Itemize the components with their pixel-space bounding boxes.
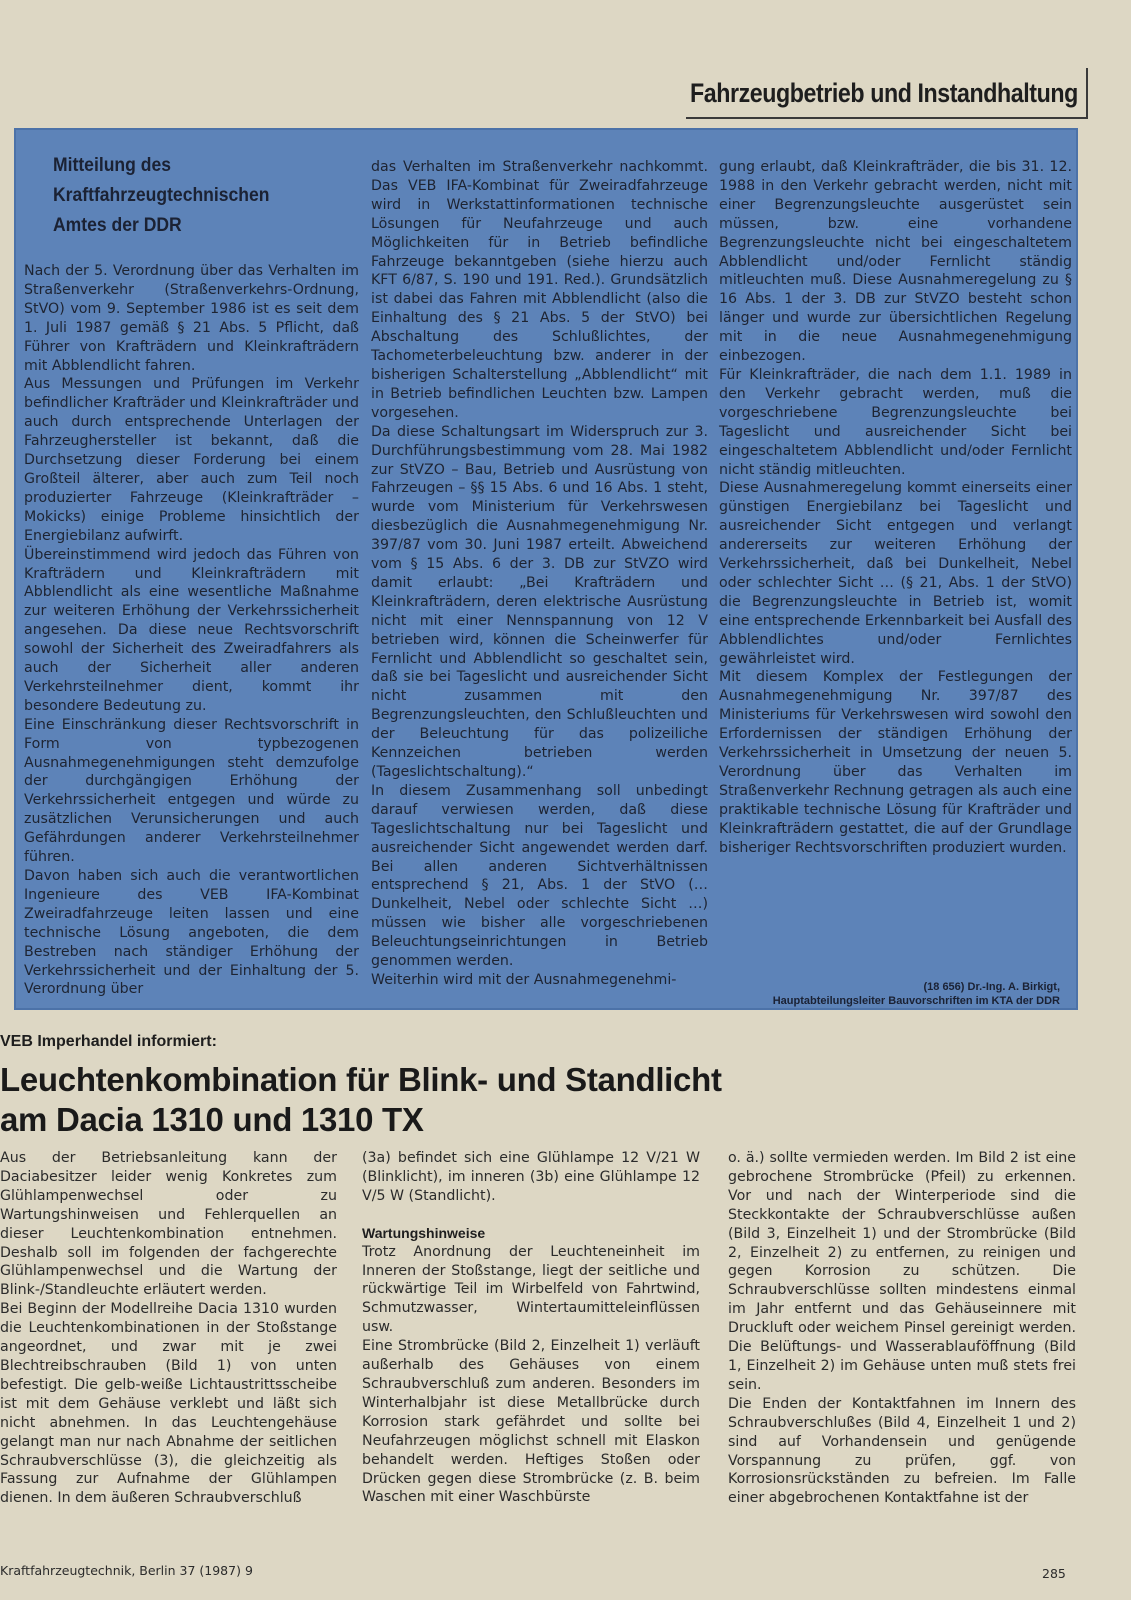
article-column-2 (362, 1149, 700, 1507)
paragraph: In diesem Zusammenhang soll unbedingt darauf verwiesen werden, daß diese Tageslichtschaltung nur bei Tageslicht und ausreichender Sicht angewendet werden darf. Bei allen anderen Sichtverhältnissen entsprechend § 21, Abs. 1 der StVO (… Dunkelheit, Nebel oder schlechte Sicht …) müssen wie bisher alle vorgeschriebenen Beleuchtungseinrichtungen in Betrieb genommen werden. (371, 782, 708, 970)
paragraph: Nach der 5. Verordnung über das Verhalten im Straßenverkehr (Straßenverkehrs-Ordnung, StVO) vom 9. September 1986 ist es seit dem 1. Juli 1987 gemäß § 21 Abs. 5 Pflicht, daß Führer von Krafträdern und Kleinkrafträdern mit Abblendlicht fahren. (24, 263, 359, 374)
paragraph: Trotz Anordnung der Leuchteneinheit im Inneren der Stoßstange, liegt der seitliche und rückwärtige Teil im Wirbelfeld von Fahrtwind, Schmutzwasser, Wintertaumitteleinflüssen usw. (362, 1243, 700, 1336)
notice-column-1 (24, 262, 359, 999)
paragraph: Diese Ausnahmeregelung kommt einerseits einer günstigen Energiebilanz bei Tageslicht und ausreichender Sicht entgegen und verlangt andererseits zur weiteren Erhöhung der Verkehrssicherheit, daß bei Dunkelheit, Nebel oder schlechter Sicht … (§ 21, Abs. 1 der StVO) die Begrenzungsleuchte in Betrieb ist, womit eine entsprechende Erkennbarkeit bei Ausfall des Abblendlichtes und/oder Fernlichtes gewährleistet wird. (719, 480, 1072, 667)
header-rule-vertical (1086, 68, 1088, 118)
headline-line: am Dacia 1310 und 1310 TX (0, 1101, 424, 1138)
headline-line: Leuchtenkombination für Blink- und Standlicht (0, 1061, 722, 1098)
article-kicker: VEB Imperhandel informiert: (0, 1033, 217, 1050)
paragraph: o. ä.) sollte vermieden werden. Im Bild 2 ist eine gebrochene Strombrücke (Pfeil) zu erkennen. Vor und nach der Winterperiode sind die Steckkontakte der Schraubverschlüsse außen (Bild 3, Einzelheit 1) und der Strombrücke (Bild 2, Einzelheit 2) zu entfernen, zu reinigen und gegen Korrosion zu schützen. Die Schraubverschlüsse sollten mindestens einmal im Jahr entfernt und das Gehäuseinnere mit Druckluft oder weichem Pinsel gereinigt werden. Die Belüftungs- und Wasserablauföffnung (Bild 1, Einzelheit 2) im Gehäuse unten muß stets frei sein. (728, 1150, 1076, 1393)
notice-title-line: Amtes der DDR (53, 214, 182, 236)
notice-title (53, 150, 287, 240)
signature-line: (18 656) Dr.-Ing. A. Birkigt, (923, 981, 1060, 993)
paragraph: Die Enden der Kontaktfahnen im Innern des Schraubverschlußes (Bild 4, Einzelheit 1 und 2) sind auf Vorhandensein und genügende Vorspannung zu prüfen, ggf. von Korrosionsrückständen zu befreien. Im Falle einer abgebrochenen Kontaktfahne ist der (728, 1395, 1076, 1507)
signature (700, 980, 1060, 1008)
paragraph: Davon haben sich auch die verantwortlichen Ingenieure des VEB IFA-Kombinat Zweiradfahrzeuge leiten lassen und eine technische Lösung angeboten, die dem Bestreben nach ständiger Erhöhung der Verkehrssicherheit und der Einhaltung der 5. Verordnung über (24, 868, 359, 998)
article-headline (0, 1060, 1100, 1140)
header-rule (686, 117, 1088, 119)
notice-column-3 (719, 158, 1072, 858)
paragraph: Weiterhin wird mit der Ausnahmegenehmi- (371, 971, 677, 988)
paragraph: das Verhalten im Straßenverkehr nachkommt. Das VEB IFA-Kombinat für Zweiradfahrzeuge wird in Werkstattinformationen technische Lösungen für Neufahrzeuge und auch Möglichkeiten für in Betrieb befindliche Fahrzeuge bekanntgeben (siehe hierzu auch KFT 6/87, S. 190 und 191. Red.). Grundsätzlich ist dabei das Fahren mit Abblendlicht (also die Einhaltung des § 21 Abs. 5 der StVO) bei Abschaltung des Schlußlichtes, der Tachometerbeleuchtung bzw. anderer in der bisherigen Schalterstellung „Abblendlicht“ mit in Betrieb befindlichen Leuchten bzw. Lampen vorgesehen. (371, 159, 708, 421)
notice-title-line: Mitteilung des (53, 154, 171, 176)
paragraph: Für Kleinkrafträder, die nach dem 1.1. 1989 in den Verkehr gebracht werden, muß die vorgeschriebene Begrenzungsleuchte bei Tageslicht und ausreichender Sicht bei eingeschaltetem Abblendlicht und/oder Fernlicht nicht ständig mitleuchten. (719, 366, 1072, 478)
paragraph: Aus Messungen und Prüfungen im Verkehr befindlicher Krafträder und Kleinkrafträder und auch durch entsprechende Unterlagen der Fahrzeughersteller ist bekannt, daß die Durchsetzung dieser Forderung bei einem Großteil älterer, aber auch zum Teil noch produzierter Fahrzeuge (Kleinkrafträder – Mokicks) einige Probleme hinsichtlich der Energiebilanz aufwirft. (24, 376, 359, 544)
subheading: Wartungshinweise (362, 1224, 486, 1241)
paragraph: Bei Beginn der Modellreihe Dacia 1310 wurden die Leuchtenkombinationen in der Stoßstange angeordnet, und zwar mit je zwei Blechtreibschrauben (Bild 1) von unten befestigt. Die gelb-weiße Lichtaustrittsscheibe ist mit dem Gehäuse verklebt und läßt sich nicht abnehmen. In das Leuchtengehäuse gelangt man nur nach Abnahme der seitlichen Schraubverschlüsse (3), die gleichzeitig als Fassung zur Aufnahme der Glühlampen dienen. In dem äußeren Schraubverschluß (0, 1301, 337, 1507)
section-header: Fahrzeugbetrieb und Instandhaltung (690, 78, 1078, 108)
paragraph: Eine Einschränkung dieser Rechtsvorschrift in Form von typbezogenen Ausnahmegenehmigungen steht demzufolge der durchgängigen Erhöhung der Verkehrssicherheit entgegen und würde zu zusätzlichen Verunsicherungen und auch Gefährdungen anderer Verkehrsteilnehmer führen. (24, 716, 359, 866)
paragraph: (3a) befindet sich eine Glühlampe 12 V/21 W (Blinklicht), im inneren (3b) eine Glühlampe 12 V/5 W (Standlicht). (362, 1150, 700, 1204)
paragraph: Da diese Schaltungsart im Widerspruch zur 3. Durchführungsbestimmung vom 28. Mai 1982 zur StVZO – Bau, Betrieb und Ausrüstung von Fahrzeugen – §§ 15 Abs. 6 und 16 Abs. 1 steht, wurde vom Ministerium für Verkehrswesen diesbezüglich die Ausnahmegenehmigung Nr. 397/87 vom 30. Juni 1987 erteilt. Abweichend vom § 15 Abs. 6 der 3. DB zur StVZO wird damit erlaubt: „Bei Krafträdern und Kleinkrafträdern, deren elektrische Ausrüstung nicht mit einer Nennspannung von 12 V betrieben wird, können die Scheinwerfer für Fernlicht und Abblendlicht so geschaltet sein, daß sie bei Tageslicht und ausreichender Sicht nicht zusammen mit den Begrenzungsleuchten, den Schlußleuchten und der Beleuchtung für das polizeiliche Kennzeichen betrieben werden (Tageslichtschaltung).“ (371, 423, 708, 780)
notice-title-line: Kraftfahrzeugtechnischen (53, 184, 270, 206)
article-column-1 (0, 1149, 337, 1508)
paragraph: gung erlaubt, daß Kleinkrafträder, die bis 31. 12. 1988 in den Verkehr gebracht werden, nicht mit einer Begrenzungsleuchte ausgerüstet sein müssen, bzw. eine vorhandene Begrenzungsleuchte nicht bei eingeschaltetem Abblendlicht und/oder Fernlicht ständig mitleuchten muß. Diese Ausnahmeregelung zu § 16 Abs. 1 der 3. DB zur StVZO besteht schon länger und wurde zur übersichtlichen Regelung mit in die neue Ausnahmegenehmigung einbezogen. (719, 159, 1072, 365)
notice-column-2 (371, 158, 708, 990)
journal-footer: Kraftfahrzeugtechnik, Berlin 37 (1987) 9 (0, 1563, 253, 1578)
page-number: 285 (1042, 1566, 1066, 1581)
paragraph: Eine Strombrücke (Bild 2, Einzelheit 1) verläuft außerhalb des Gehäuses von einem Schraubverschluß zum anderen. Besonders im Winterhalbjahr ist diese Metallbrücke durch Korrosion stark gefährdet und sollte bei Neufahrzeugen möglichst schnell mit Elaskon behandelt werden. Heftiges Stoßen oder Drücken gegen diese Strombrücke (z. B. beim Waschen mit einer Waschbürste (362, 1338, 700, 1506)
paragraph: Aus der Betriebsanleitung kann der Daciabesitzer leider wenig Konkretes zum Glühlampenwechsel oder zu Wartungshinweisen und Fehlerquellen an dieser Leuchtenkombination entnehmen. Deshalb soll im folgenden der fachgerechte Glühlampenwechsel und die Wartung der Blink-/Standleuchte erläutert werden. (0, 1150, 337, 1299)
article-column-3 (728, 1149, 1076, 1508)
signature-line: Hauptabteilungsleiter Bauvorschriften im KTA der DDR (772, 995, 1060, 1007)
paragraph: Mit diesem Komplex der Festlegungen der Ausnahmegenehmigung Nr. 397/87 des Ministeriums für Verkehrswesen wird sowohl den Erfordernissen der ständigen Erhöhung der Verkehrssicherheit in Umsetzung der neuen 5. Verordnung über das Verhalten im Straßenverkehr Rechnung getragen als auch eine praktikable technische Lösung für Krafträder und Kleinkrafträdern gestattet, die auf der Grundlage bisheriger Rechtsvorschriften produziert wurden. (719, 669, 1072, 856)
paragraph: Übereinstimmend wird jedoch das Führen von Krafträdern und Kleinkrafträdern mit Abblendlicht als eine wesentliche Maßnahme zur weiteren Erhöhung der Verkehrssicherheit angesehen. Da diese neue Rechtsvorschrift sowohl der Sicherheit des Zweiradfahrers als auch der Sicherheit aller anderen Verkehrsteilnehmer dient, kommt ihr besondere Bedeutung zu. (24, 546, 359, 714)
